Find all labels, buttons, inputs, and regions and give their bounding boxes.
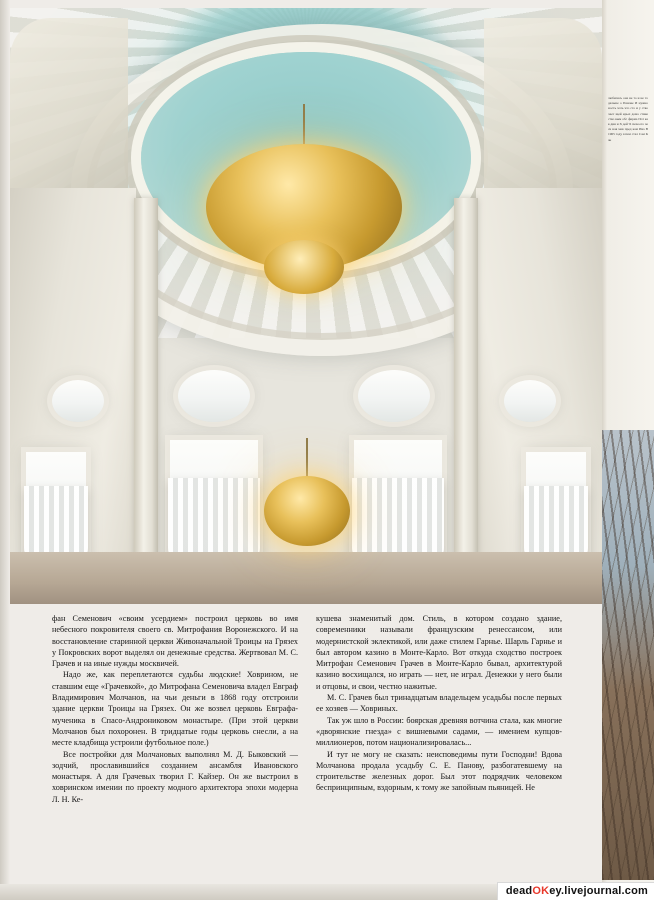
text-column-right [316,613,562,805]
page-left-edge [0,0,10,900]
round-window-far-left [52,380,104,422]
watermark [497,882,654,900]
round-window-right [358,370,430,422]
chandelier-chain-small [306,438,308,478]
facing-page-sliver [602,0,654,884]
facing-page-text: любилась она не то и не то дальше о Панове И нужно ность хоть что сто и у ство чает щей крыл дома ствие ство вым обс фирма Пот как дин и Х дей Ч ском его чесв ная мав пред кам Ива В 1965 году затем стал Сам Как [608,96,648,142]
paragraph: кушева знаменитый дом. Стиль, в котором создано здание, современники называли французским ренессансом, или модернистской эклектикой, или даже стилем Гарнье. Шарль Гарнье и был автором казино в Монте-Карло. Вот откуда сходство построек Митрофан Семенович Грачев в Монте-Карло бывал, архитектурой казино восхищался, но играть — нет, не играл. Денежки у него были и отцовы, и свои, честно нажитые. [316,614,562,691]
paragraph: Все постройки для Молчановых выполнял М. Д. Быковский — зодчий, прославившийся созданием ансамбля Ивановского монастыря. А для Грачевых творил Г. Кайзер. Он же выстроил в ховринском имении по проекту модного архитектора эпохи модерна Л. Н. Ке- [52,749,298,804]
pilaster-right [454,198,478,598]
large-gilded-chandelier [206,144,402,270]
paragraph: И тут не могу не сказать: неисповедимы пути Господни! Вдова Молчанова продала усадьбу С. Е. Панову, разбогатевшему на строительстве железных дорог. Был этот подрядчик человеком беспринципным, вздорным, к тому же запойным пьяницей. Не [316,749,562,793]
ceiling-corner-right [484,18,602,198]
paragraph: Так уж шло в России: боярская древняя вотчина стала, как многие «дворянские гнезда» с вишневыми садами, — имением купцов-миллионеров, потом национализировалась... [316,715,562,748]
watermark-prefix: dead [505,885,533,897]
watermark-highlight: OK [532,885,550,897]
watermark-suffix: ey.livejournal.com [549,885,648,897]
floor [10,552,602,604]
round-window-far-right [504,380,556,422]
text-column-left [52,613,298,805]
facing-page-photo [602,430,654,880]
article-body [52,613,562,805]
small-gilded-chandelier [264,476,350,546]
chandelier-chain-large [303,104,305,148]
paragraph: М. С. Грачев был тринадцатым владельцем усадьбы после первых ее хозяев — Ховриных. [316,693,562,714]
interior-photograph [10,8,602,604]
round-window-left [178,370,250,422]
ceiling-corner-left [10,18,128,198]
paragraph: Надо же, как переплетаются судьбы людские! Ховрином, не ставшим еще «Грачевкой», до Митрофана Семеновича владел Евграф Владимирович Молчанов, на чьи деньги в 1868 году отстроили здание церкви Троицы на Грязех. Он же возвел церковь Евграфа-мученика в Спасо-Андрониковом монастыре. (При этой церкви Молчанов был похоронен. В тридцатые годы церковь снесли, а на месте кладбища устроили футбольное поле.) [52,670,298,748]
pilaster-left [134,198,158,598]
paragraph: фан Семенович «своим усердием» построил церковь во имя небесного покровителя своего св. Митрофания Воронежского. И на восстановление старинной церкви Живоначальной Троицы на Грязех у Покровских ворот выделял он денежные средства. Жертвовал М. С. Грачев и на иные нужды москвичей. [52,614,298,669]
